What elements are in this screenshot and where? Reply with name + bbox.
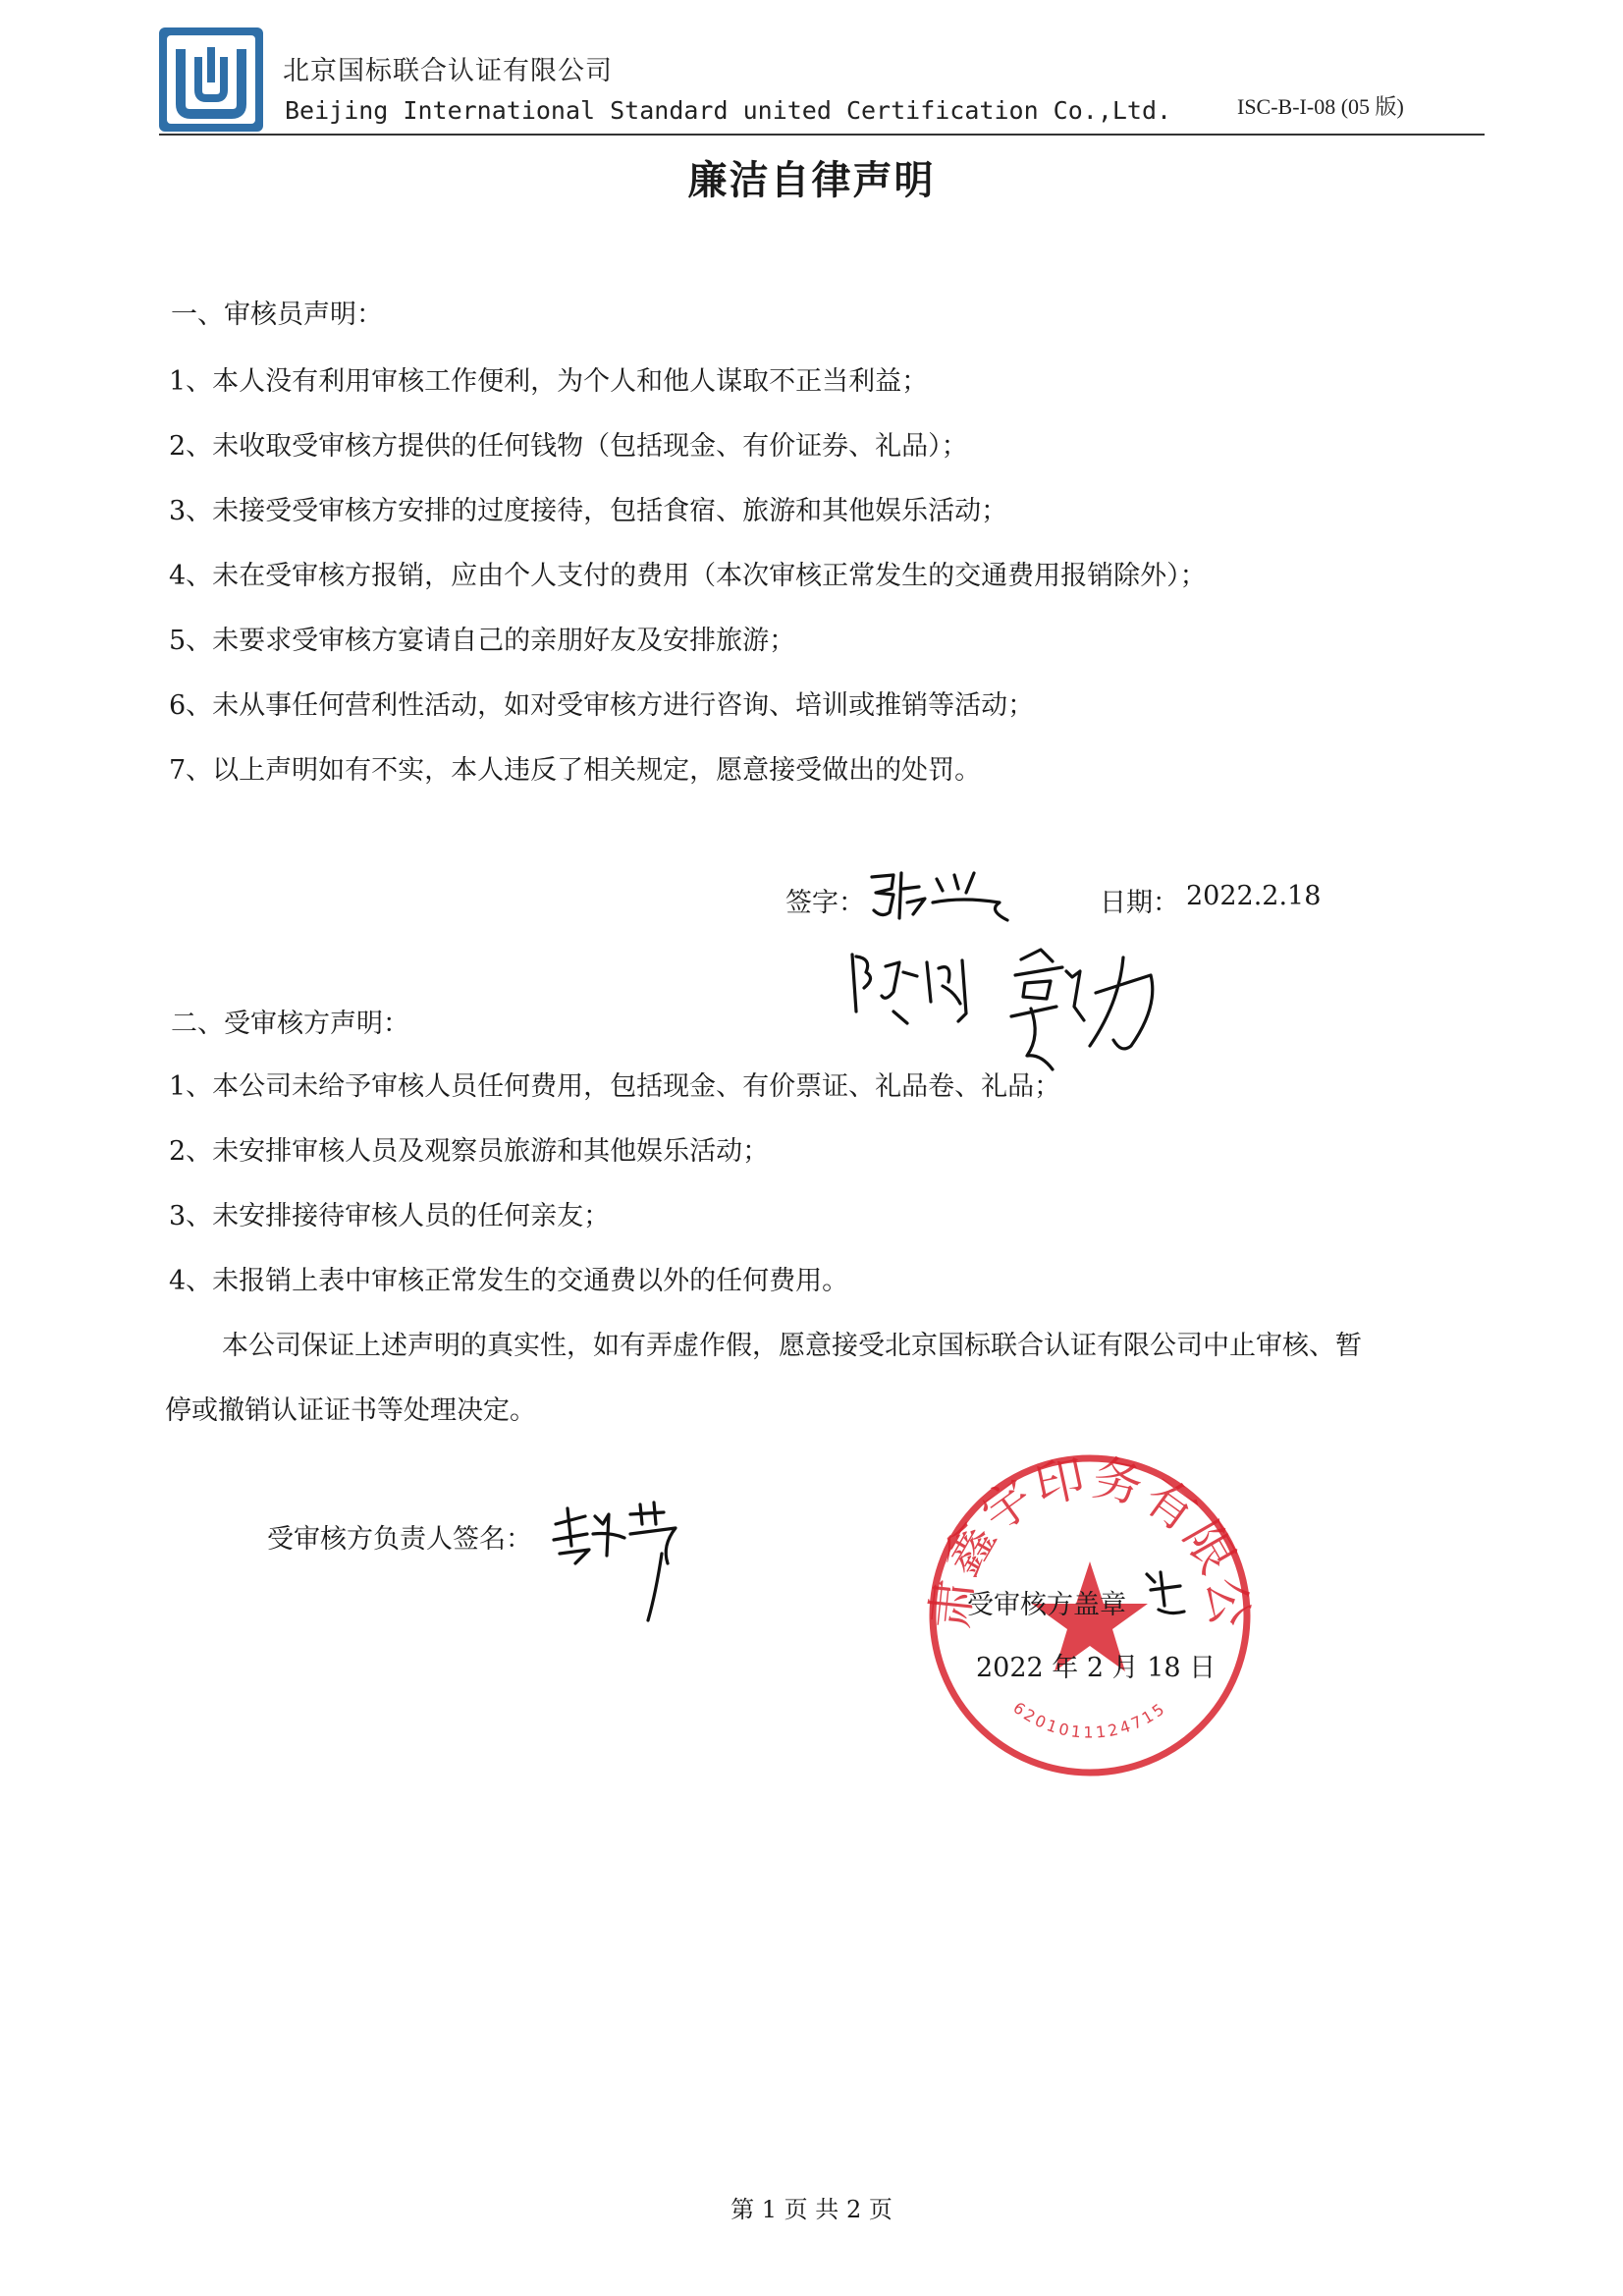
section1-heading: 一、审核员声明： xyxy=(171,300,383,330)
company-name-cn: 北京国标联合认证有限公司 xyxy=(283,56,613,86)
company-name-en: Beijing International Standard united Certification Co.,Ltd. xyxy=(285,96,1172,125)
header-divider xyxy=(159,134,1485,136)
section2-item: 2、未安排审核人员及观察员旅游和其他娱乐活动； xyxy=(169,1136,770,1167)
seal-date: 2022 年 2 月 18 日 xyxy=(976,1653,1217,1683)
section1-item: 7、以上声明如有不实，本人违反了相关规定，愿意接受做出的处罚。 xyxy=(169,755,982,786)
responsible-signature-label: 受审核方负责人签名： xyxy=(267,1524,532,1555)
section2-item: 1、本公司未给予审核人员任何费用，包括现金、有价票证、礼品卷、礼品； xyxy=(169,1071,1061,1102)
guarantee-text: 停或撤销认证证书等处理决定。 xyxy=(165,1395,536,1426)
svg-text:6201011124715: 6201011124715 xyxy=(1009,1698,1170,1742)
section1-item: 6、未从事任何营利性活动，如对受审核方进行咨询、培训或推销等活动； xyxy=(169,690,1035,721)
seal-handwritten-mark xyxy=(1141,1566,1190,1629)
date-value: 2022.2.18 xyxy=(1186,881,1322,911)
date-label: 日期： xyxy=(1100,888,1179,918)
section1-item: 5、未要求受审核方宴请自己的亲朋好友及安排旅游； xyxy=(169,626,796,656)
guarantee-text: 本公司保证上述声明的真实性，如有弄虚作假，愿意接受北京国标联合认证有限公司中止审核、暂 xyxy=(222,1331,1362,1361)
page-number: 第 1 页 共 2 页 xyxy=(730,2196,893,2223)
auditor-signature-3 xyxy=(1001,938,1168,1089)
auditor-signature-2 xyxy=(842,943,980,1035)
section1-item: 4、未在受审核方报销，应由个人支付的费用（本次审核正常发生的交通费用报销除外）； xyxy=(169,561,1207,591)
section1-item: 2、未收取受审核方提供的任何钱物（包括现金、有价证券、礼品）； xyxy=(169,431,968,462)
svg-text:甘肃鑫宇印务有限公司: 肃鑫宇印务有限公 xyxy=(923,1449,1257,1632)
section2-item: 4、未报销上表中审核正常发生的交通费以外的任何费用。 xyxy=(169,1266,849,1296)
responsible-signature xyxy=(546,1495,693,1636)
company-logo-icon xyxy=(159,27,263,132)
auditor-signature-label: 签字： xyxy=(785,888,865,918)
section2-heading: 二、受审核方声明： xyxy=(171,1009,409,1039)
document-code: ISC-B-I-08 (05 版) xyxy=(1237,94,1404,119)
document-title: 廉洁自律声明 xyxy=(687,158,936,203)
section1-item: 3、未接受受审核方安排的过度接待，包括食宿、旅游和其他娱乐活动； xyxy=(169,496,1008,526)
seal-label: 受审核方盖章 xyxy=(967,1590,1126,1620)
auditor-signature xyxy=(864,859,1011,932)
section2-item: 3、未安排接待审核人员的任何亲友； xyxy=(169,1201,611,1231)
section1-item: 1、本人没有利用审核工作便利，为个人和他人谋取不正当利益； xyxy=(169,366,929,397)
